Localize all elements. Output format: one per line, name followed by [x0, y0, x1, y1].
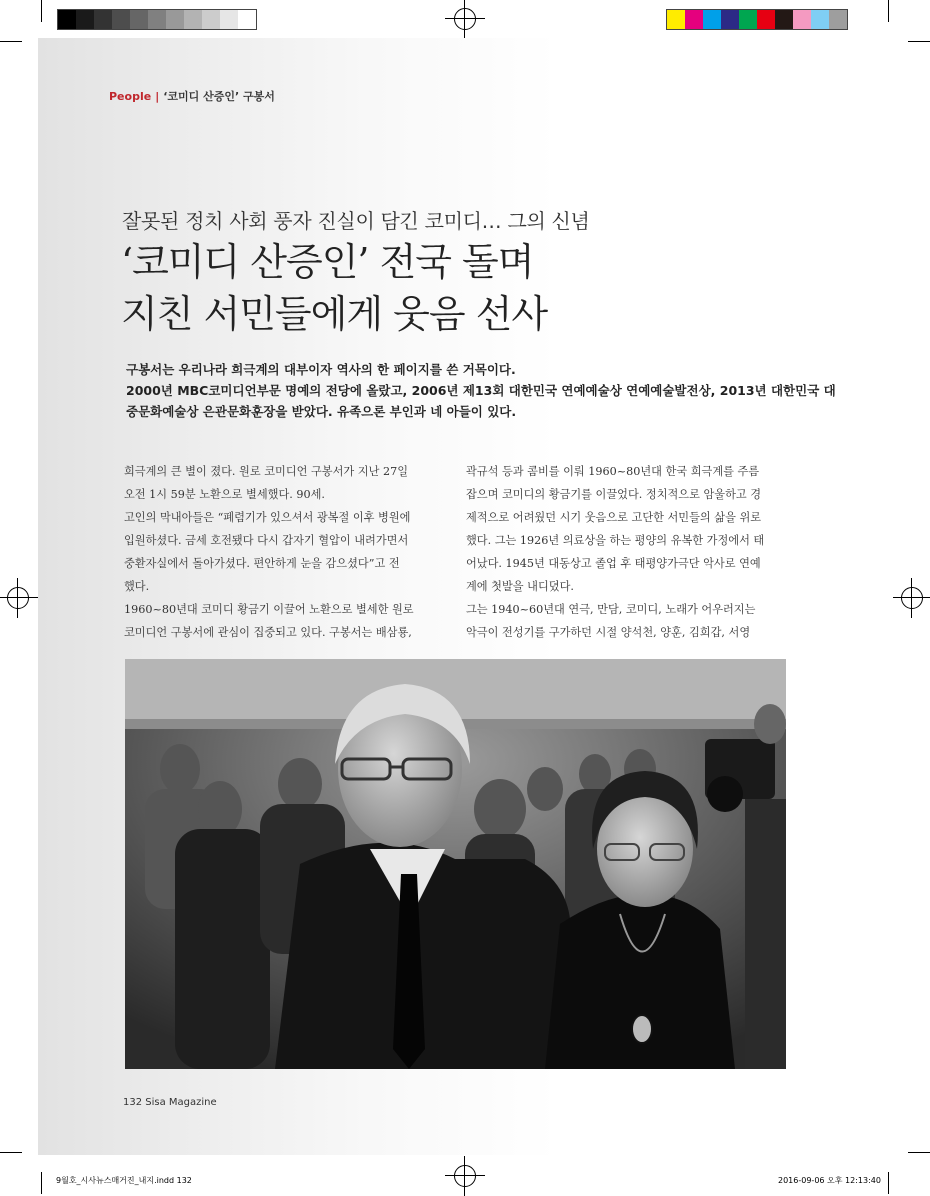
body-line: 중환자실에서 돌아가셨다. 편안하게 눈을 감으셨다”고 전 [124, 557, 400, 570]
calibration-swatch [685, 10, 703, 29]
calibration-swatch [94, 10, 112, 29]
calibration-swatch [220, 10, 238, 29]
body-line: 오전 1시 59분 노환으로 별세했다. 90세. [124, 488, 325, 501]
crop-mark [0, 1152, 22, 1153]
calibration-swatch [148, 10, 166, 29]
body-line: 잡으며 코미디의 황금기를 이끌었다. 정치적으로 암울하고 경 [466, 488, 762, 501]
crop-mark [41, 1172, 42, 1194]
body-line: 희극계의 큰 별이 졌다. 원로 코미디언 구봉서가 지난 27일 [124, 465, 408, 478]
body-line: 악극이 전성기를 구가하던 시절 양석천, 양훈, 김희갑, 서영 [466, 626, 751, 639]
calibration-swatch [811, 10, 829, 29]
grayscale-bar [57, 9, 257, 30]
article-photo [125, 659, 786, 1069]
photo-elderly-couple-icon [125, 659, 786, 1069]
calibration-swatch [667, 10, 685, 29]
section-topic: ‘코미디 산증인’ 구봉서 [163, 90, 275, 103]
crop-mark [41, 0, 42, 22]
calibration-swatch [130, 10, 148, 29]
lead-line: 구봉서는 우리나라 희극계의 대부이자 역사의 한 페이지를 쓴 거목이다. [126, 362, 516, 377]
calibration-swatch [739, 10, 757, 29]
crop-mark [888, 0, 889, 22]
page-folio: 132 Sisa Magazine [123, 1097, 217, 1108]
calibration-swatch [775, 10, 793, 29]
calibration-swatch [166, 10, 184, 29]
crop-mark [908, 41, 930, 42]
calibration-swatch [184, 10, 202, 29]
registration-mark-icon [451, 5, 479, 33]
body-line: 어났다. 1945년 대동상고 졸업 후 태평양가극단 악사로 연예 [466, 557, 761, 570]
color-bar [666, 9, 848, 30]
article-lead [126, 359, 836, 422]
calibration-swatch [829, 10, 847, 29]
calibration-swatch [721, 10, 739, 29]
calibration-swatch [202, 10, 220, 29]
registration-mark-icon [898, 584, 926, 612]
section-name: People [109, 90, 152, 103]
calibration-swatch [76, 10, 94, 29]
calibration-swatch [112, 10, 130, 29]
body-line: 그는 1940~60년대 연극, 만담, 코미디, 노래가 어우러지는 [466, 603, 756, 616]
lead-line: 2000년 MBC코미디언부문 명예의 전당에 올랐고, 2006년 제13회 대한민국 연예예술상 연예예술발전상, 2013년 대한민국 대 [126, 383, 836, 398]
calibration-swatch [703, 10, 721, 29]
body-line: 곽규석 등과 콤비를 이뤄 1960~80년대 한국 희극계를 주름 [466, 465, 760, 478]
calibration-swatch [238, 10, 256, 29]
body-line: 고인의 막내아들은 “폐렴기가 있으셔서 광복절 이후 병원에 [124, 511, 411, 524]
body-line: 1960~80년대 코미디 황금기 이끌어 노환으로 별세한 원로 [124, 603, 414, 616]
section-separator: | [155, 90, 160, 103]
body-line: 코미디언 구봉서에 관심이 집중되고 있다. 구봉서는 배삼룡, [124, 626, 412, 639]
body-line: 했다. 그는 1926년 의료상을 하는 평양의 유복한 가정에서 태 [466, 534, 765, 547]
timestamp-slug: 2016-09-06 오후 12:13:40 [778, 1176, 881, 1185]
headline-line: 지친 서민들에게 웃음 선사 [121, 292, 548, 336]
calibration-swatch [793, 10, 811, 29]
file-slug: 9월호_시사뉴스매거진_내지.indd 132 [56, 1176, 192, 1185]
body-line: 제적으로 어려웠던 시기 웃음으로 고단한 서민들의 삶을 위로 [466, 511, 762, 524]
crop-mark [0, 41, 22, 42]
body-line: 계에 첫발을 내디뎠다. [466, 580, 574, 593]
body-line: 했다. [124, 580, 150, 593]
registration-mark-icon [4, 584, 32, 612]
crop-mark [908, 1152, 930, 1153]
calibration-swatch [757, 10, 775, 29]
body-column-right [466, 460, 788, 644]
body-column-left [124, 460, 446, 644]
crop-mark [888, 1172, 889, 1194]
calibration-swatch [58, 10, 76, 29]
section-label [109, 88, 275, 104]
headline-line: ‘코미디 산증인’ 전국 돌며 [121, 240, 534, 284]
article-subhead: 잘못된 정치 사회 풍자 진실이 담긴 코미디… 그의 신념 [122, 209, 590, 233]
lead-line: 중문화예술상 은관문화훈장을 받았다. 유족으론 부인과 네 아들이 있다. [126, 404, 517, 419]
registration-mark-icon [451, 1162, 479, 1190]
article-headline [121, 236, 547, 340]
body-line: 입원하셨다. 금세 호전됐다 다시 갑자기 혈압이 내려가면서 [124, 534, 409, 547]
